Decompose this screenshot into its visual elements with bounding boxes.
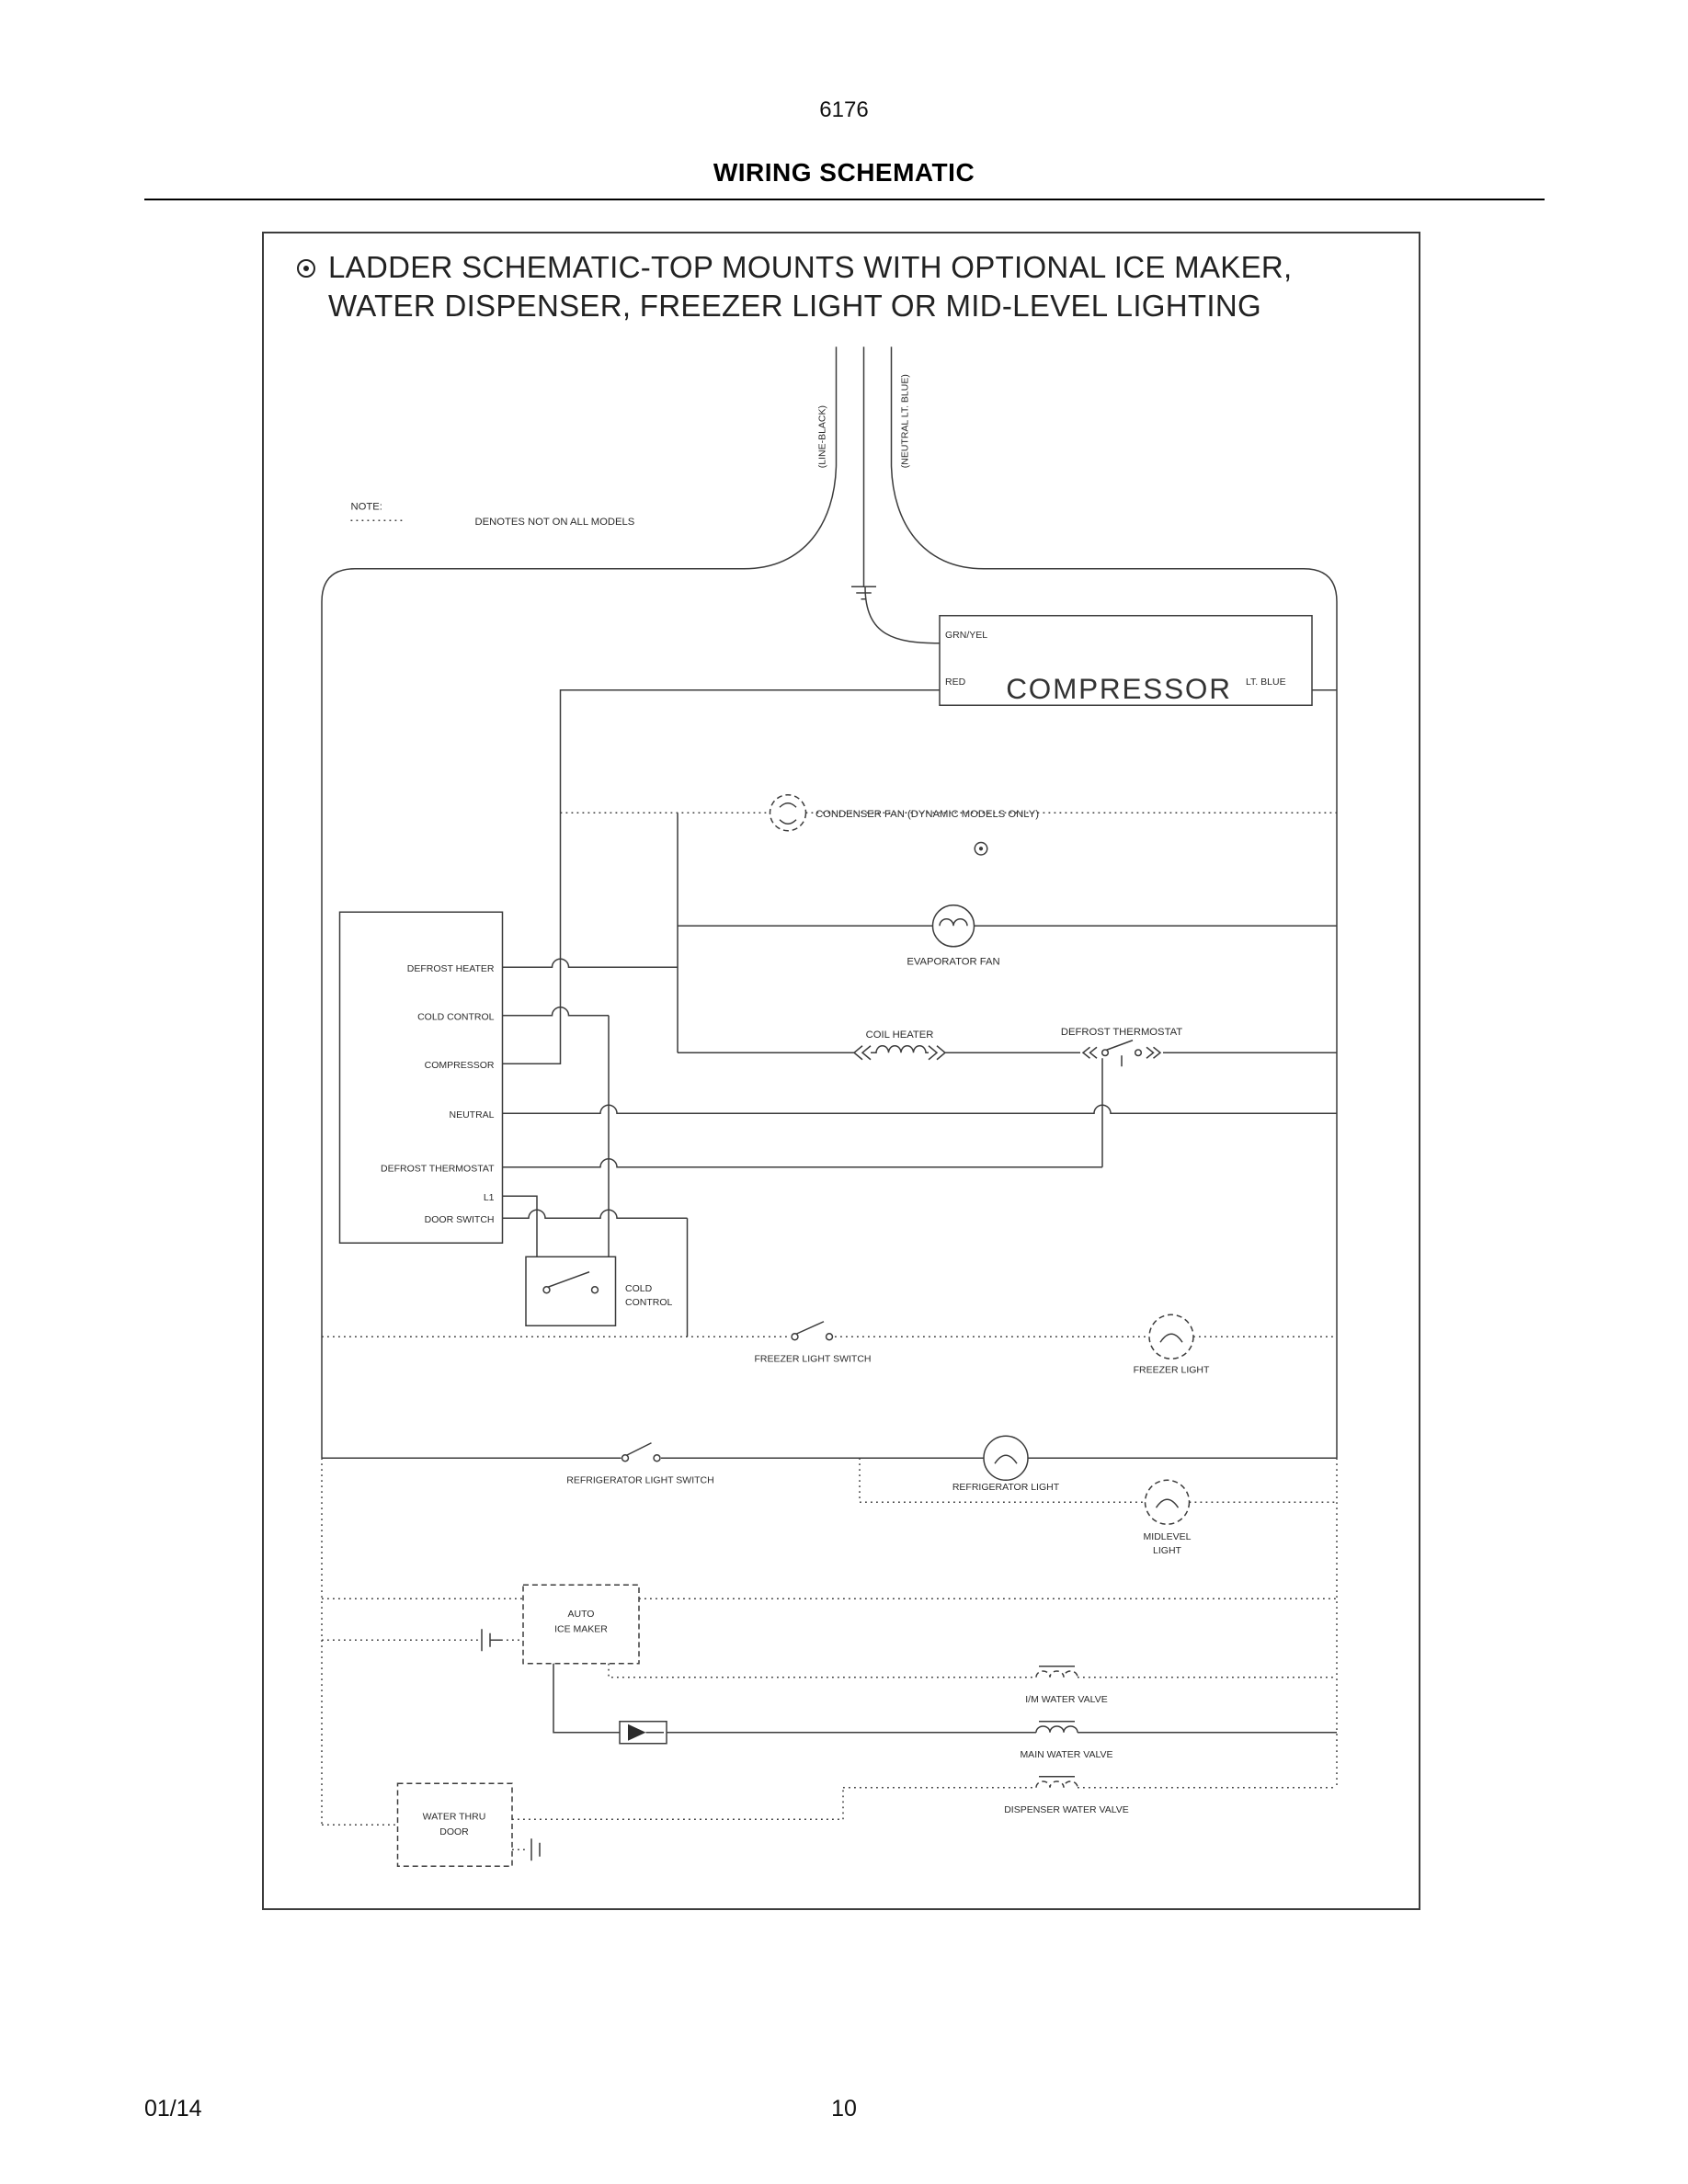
supply-line-label: (LINE-BLACK): [816, 404, 828, 469]
compressor-ltblue-label: LT. BLUE: [1246, 676, 1286, 688]
block-label-defrost-heater: DEFROST HEATER: [406, 962, 495, 974]
im-water-valve-label: I/M WATER VALVE: [1025, 1693, 1108, 1705]
wiring-schematic-svg: [264, 233, 1422, 1912]
compressor-red-label: RED: [945, 676, 966, 688]
auto-ice-maker-label-2: ICE MAKER: [554, 1623, 608, 1635]
defrost-thermostat-icon: [1083, 1041, 1160, 1067]
block-label-neutral: NEUTRAL: [449, 1109, 495, 1120]
water-thru-door-label-1: WATER THRU: [422, 1811, 486, 1823]
refrigerator-light-switch-label: REFRIGERATOR LIGHT SWITCH: [566, 1474, 714, 1486]
block-label-compressor: COMPRESSOR: [424, 1059, 495, 1071]
heading-line1: LADDER SCHEMATIC-TOP MOUNTS WITH OPTIONAL ICE MAKER,: [328, 250, 1293, 284]
ice-maker-plug-icon: [482, 1629, 501, 1651]
note-text: DENOTES NOT ON ALL MODELS: [474, 516, 635, 528]
refrigerator-light-icon: [984, 1436, 1028, 1480]
im-water-valve-coil-icon: [1036, 1666, 1078, 1678]
evaporator-fan-icon: [933, 905, 975, 947]
cold-control-label-1: COLD: [625, 1282, 653, 1294]
water-thru-door-label-2: DOOR: [439, 1826, 469, 1837]
midlevel-light-label-2: LIGHT: [1153, 1544, 1181, 1556]
page-title: WIRING SCHEMATIC: [713, 158, 975, 187]
block-label-door-switch: DOOR SWITCH: [424, 1213, 495, 1225]
coil-heater-label: COIL HEATER: [865, 1029, 934, 1041]
freezer-light-label: FREEZER LIGHT: [1133, 1364, 1210, 1376]
refrigerator-light-label: REFRIGERATOR LIGHT: [952, 1481, 1060, 1493]
defrost-thermostat-label: DEFROST THERMOSTAT: [1060, 1026, 1183, 1038]
footer-date: 01/14: [144, 2096, 202, 2121]
overload-dot-icon: [975, 843, 987, 856]
dispenser-water-valve-label: DISPENSER WATER VALVE: [1004, 1803, 1129, 1815]
compressor-grnyel-label: GRN/YEL: [945, 629, 988, 641]
title-rule: [144, 199, 1545, 200]
main-water-valve-coil-icon: [1036, 1722, 1078, 1733]
block-label-defrost-thermostat: DEFROST THERMOSTAT: [381, 1163, 495, 1175]
doc-number: 6176: [819, 97, 869, 122]
water-thru-door-plug-icon: [531, 1838, 540, 1860]
freezer-light-switch-icon: [792, 1322, 832, 1340]
auto-ice-maker-label-1: AUTO: [567, 1608, 595, 1620]
midlevel-light-icon: [1146, 1480, 1190, 1524]
freezer-light-icon: [1149, 1314, 1193, 1359]
evaporator-fan-label: EVAPORATOR FAN: [907, 956, 1000, 968]
wires-dotted: [322, 520, 1337, 1849]
water-thru-door-box: [398, 1783, 513, 1866]
freezer-light-switch-label: FREEZER LIGHT SWITCH: [754, 1353, 872, 1365]
condenser-fan-icon: [770, 795, 806, 831]
condenser-fan-label: CONDENSER FAN (DYNAMIC MODELS ONLY): [815, 808, 1039, 820]
heading-line2: WATER DISPENSER, FREEZER LIGHT OR MID-LEVEL LIGHTING: [328, 289, 1261, 324]
ground-icon: [851, 586, 876, 599]
block-label-l1: L1: [483, 1191, 495, 1203]
note-label: NOTE:: [350, 501, 382, 513]
wires-solid: [322, 347, 1337, 1733]
main-water-valve-label: MAIN WATER VALVE: [1020, 1748, 1113, 1760]
footer-page-number: 10: [831, 2096, 857, 2121]
compressor-label: COMPRESSOR: [1006, 671, 1232, 705]
supply-neutral-label: (NEUTRAL LT. BLUE): [899, 374, 911, 469]
refrigerator-light-switch-icon: [622, 1443, 660, 1462]
dispenser-water-valve-coil-icon: [1036, 1777, 1078, 1788]
coil-heater-icon: [854, 1046, 945, 1060]
block-label-cold-control: COLD CONTROL: [417, 1011, 495, 1023]
schematic-frame: [262, 232, 1420, 1910]
cold-control-box: [526, 1257, 616, 1325]
inline-connector-icon: [620, 1722, 667, 1744]
terminal-block: [340, 912, 503, 1243]
cold-control-label-2: CONTROL: [625, 1296, 673, 1308]
midlevel-light-label-1: MIDLEVEL: [1143, 1530, 1192, 1542]
